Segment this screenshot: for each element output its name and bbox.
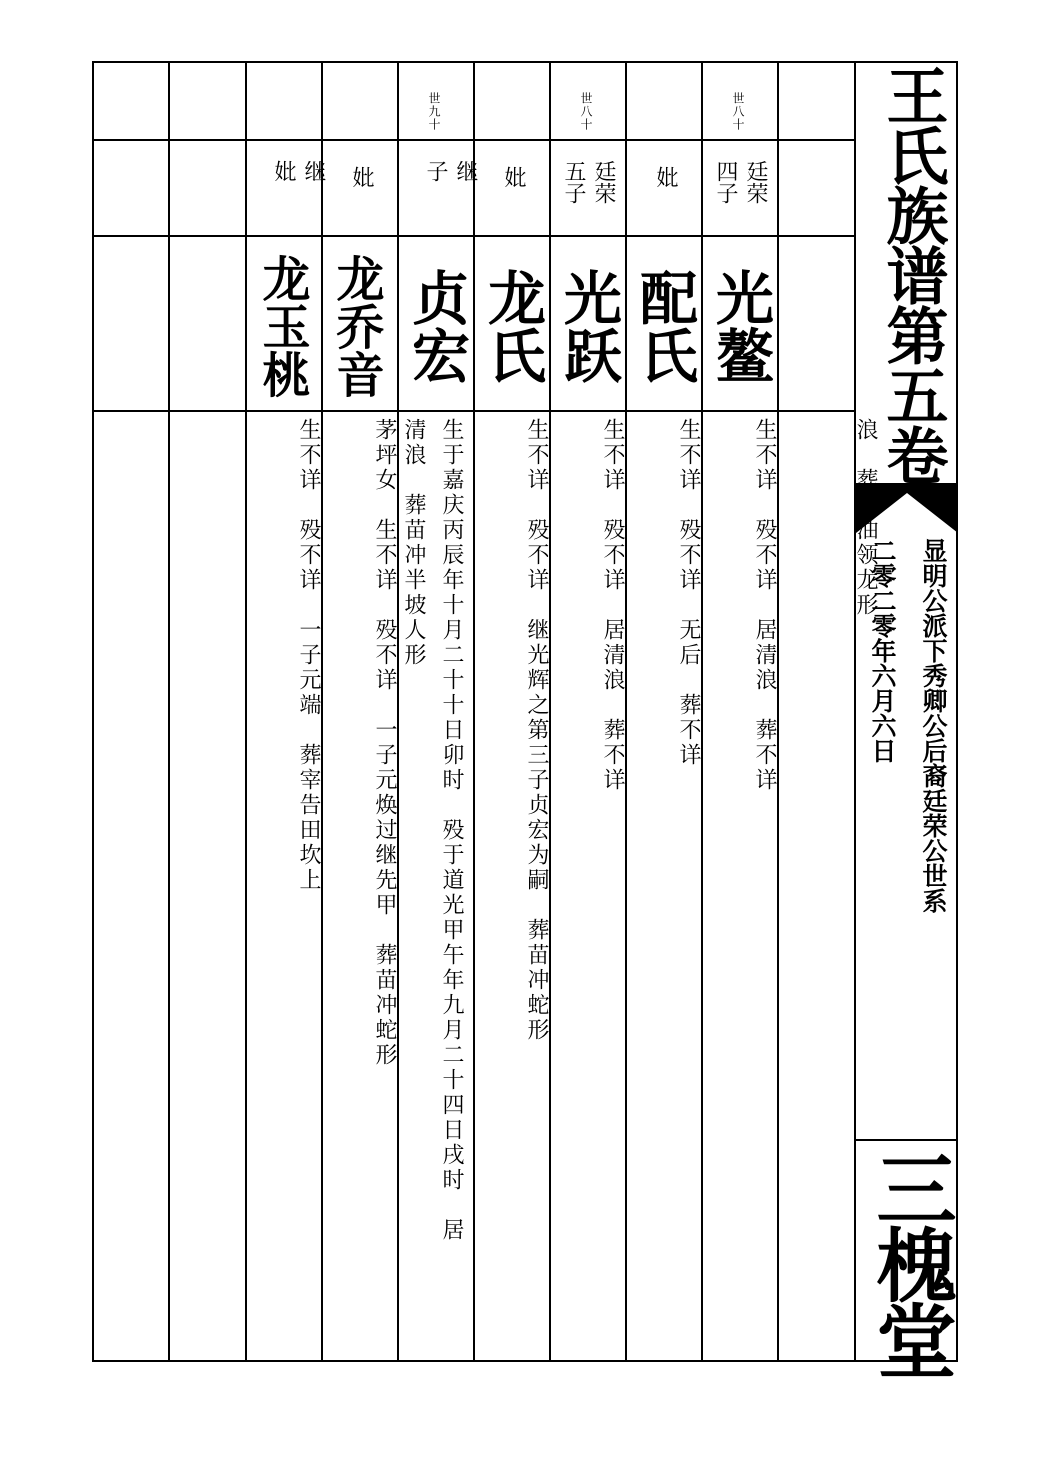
person-name: 光跃 [554,268,622,384]
person-bio: 生不详 殁不详 居清浪 葬不详 [600,418,625,793]
person-name: 龙玉桃 [254,254,310,398]
row-divider-role [92,235,856,237]
compile-date: 二零二零年六月六日 [868,538,897,763]
relation-label: 妣 [653,166,678,188]
continuation-text: 浪 葬桐油领龙形 [853,418,878,618]
column-divider [168,61,170,1362]
relation-label: 继 妣 [271,160,326,182]
generation-label: 世九十 [427,92,441,131]
relation-label: 继 子 [423,160,478,182]
person-name: 贞宏 [402,268,470,384]
person-bio: 生不详 殁不详 无后 葬不详 [676,418,701,768]
relation-label: 妣 [349,166,374,188]
person-name: 光鳌 [706,268,774,384]
hall-name: 三槐堂 [863,1148,957,1376]
person-bio: 茅坪女 生不详 殁不详 一子元焕过继先甲 葬苗冲蛇形 [372,418,397,1068]
person-bio: 生不详 殁不详 一子元端 葬宰告田坎上 [296,418,321,893]
row-divider-name [92,410,856,412]
column-divider [473,61,475,1362]
relation-label: 廷荣 五子 [561,160,616,204]
person-bio: 生于嘉庆丙辰年十月二十十日卯时 殁于道光甲午年九月二十四日戌时 居 清浪 葬苗冲半坡人形 [401,418,464,1243]
relation-label: 廷荣 四子 [713,160,768,204]
person-name: 龙乔音 [328,254,384,398]
generation-label: 世八十 [579,92,593,131]
book-subtitle: 显明公派下秀卿公后裔廷荣公世系 [919,538,948,913]
book-title: 王氏族谱第五卷 [876,64,949,484]
generation-label: 世八十 [731,92,745,131]
relation-label: 妣 [501,166,526,188]
person-name: 龙氏 [478,268,546,384]
column-divider [245,61,247,1362]
row-divider-generation [92,139,856,141]
person-name: 配氏 [630,268,698,384]
person-bio: 生不详 殁不详 继光辉之第三子贞宏为嗣 葬苗冲蛇形 [524,418,549,1043]
person-bio: 生不详 殁不详 居清浪 葬不详 [752,418,777,793]
